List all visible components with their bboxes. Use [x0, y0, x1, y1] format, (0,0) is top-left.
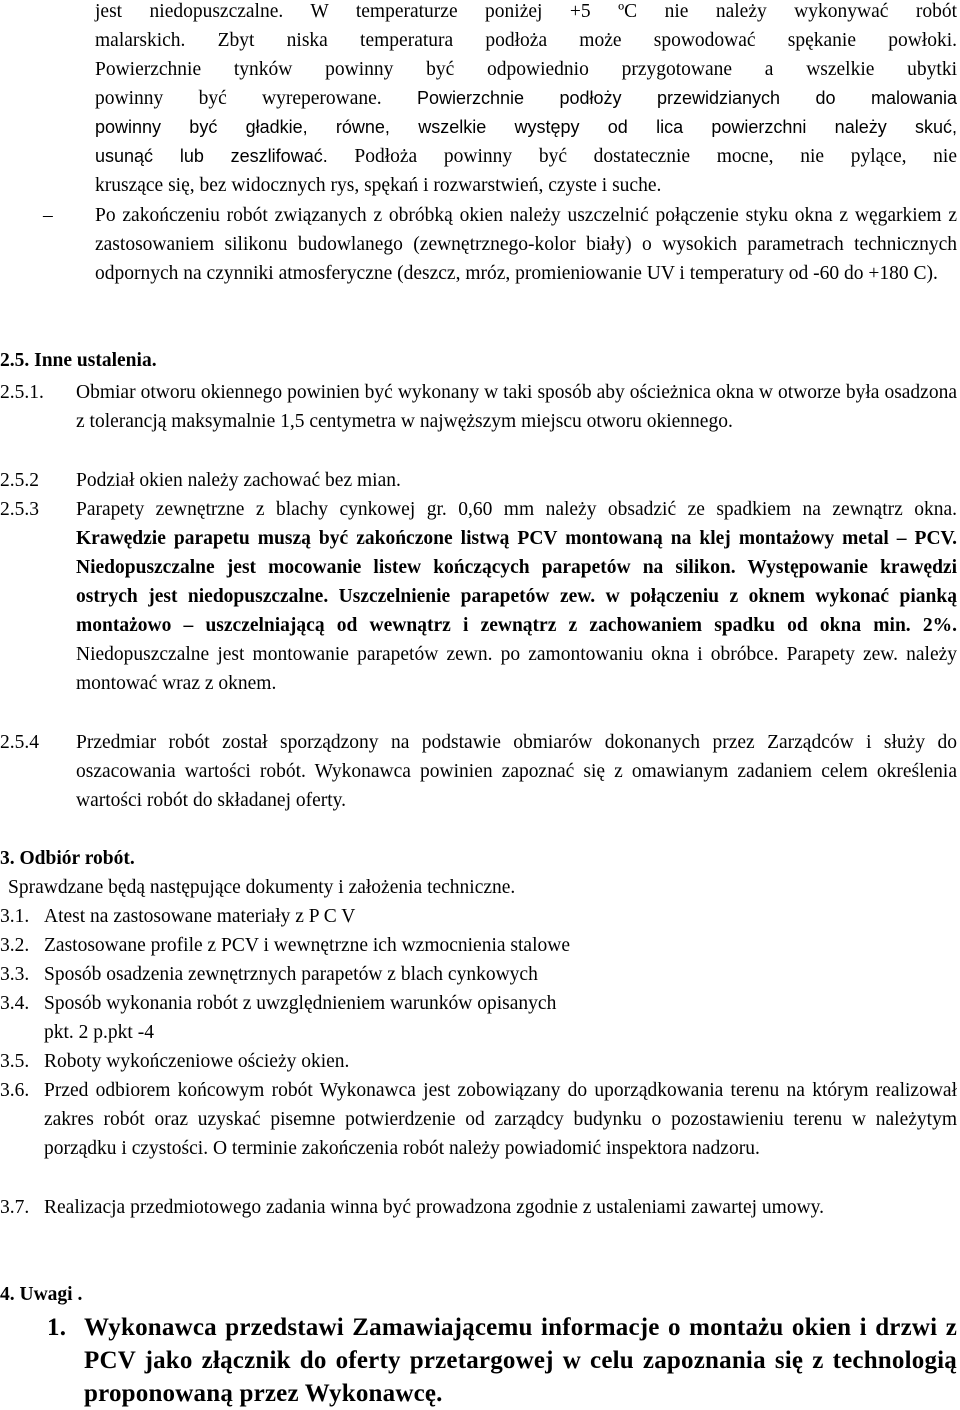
item-text: Roboty wykończeniowe ościeży okien. [44, 1051, 350, 1072]
item-number: 3.6. [0, 1080, 30, 1101]
item-text: Przedmiar robót został sporządzony na podstawie obmiarów dokonanych przez Zarządców i służy do oszacowania wartości robót. Wykonawca powinien zapoznać się z omawianym zadaniem celem określenia wartości robót do składanej oferty. [76, 732, 957, 811]
list-item-3-4 [0, 989, 957, 1047]
intro-line: malarskich. Zbyt niska temperatura podłoża może spowodować spękanie powłoki. [95, 30, 957, 51]
list-item-3-1 [0, 902, 957, 931]
list-item-2-5-1 [0, 378, 957, 436]
intro-line: powinny być gładkie, równe, wszelkie występy od lica powierzchni należy skuć, [95, 117, 957, 137]
intro-line [95, 84, 957, 113]
intro-line: Powierzchnie tynków powinny być odpowiednio przygotowane a wszelkie ubytki [95, 59, 957, 80]
item-text: Sposób osadzenia zewnętrznych parapetów z blach cynkowych [44, 964, 538, 985]
item-number: 2.5.4 [0, 732, 39, 753]
item-text: Realizacja przedmiotowego zadania winna być prowadzona zgodnie z ustaleniami zawartej umowy. [44, 1197, 825, 1218]
list-item-3-2 [0, 931, 957, 960]
list-item-2-5-4 [0, 728, 957, 815]
item-text: Zastosowane profile z PCV i wewnętrzne ich wzmocnienia stalowe [44, 935, 570, 956]
list-item-2-5-3 [0, 495, 957, 698]
item-number: 3.1. [0, 906, 30, 927]
item-number: 2.5.2 [0, 470, 39, 491]
item-number: 3.4. [0, 993, 30, 1014]
intro-line [95, 142, 957, 171]
item-text: Przed odbiorem końcowym robót Wykonawca jest zobowiązany do uporządkowania terenu na którym realizował zakres robót oraz uzyskać pisemne potwierdzenie od zarządcy budynku o pozostawieniu terenu w należytym porządku i czystości. O terminie zakończenia robót należy powiadomić inspektora nadzoru. [44, 1080, 957, 1159]
list-item-3-7 [0, 1193, 957, 1222]
item-number: 3.7. [0, 1197, 30, 1218]
section-3-intro: Sprawdzane będą następujące dokumenty i założenia techniczne. [8, 877, 516, 898]
item-number: 2.5.1. [0, 382, 44, 403]
item-text: Atest na zastosowane materiały z P C V [44, 906, 356, 927]
item-text-regular: Parapety zewnętrzne z blachy cynkowej gr. 0,60 mm należy obsadzić ze spadkiem na zewnątrz okna. [76, 499, 957, 520]
item-number: 1. [47, 1314, 67, 1341]
intro-text-sans: Powierzchnie podłoży przewidzianych do malowania [417, 88, 958, 108]
intro-text-sans: usunąć lub zeszlifować. [95, 146, 328, 166]
item-text: Obmiar otworu okiennego powinien być wykonany w taki sposób aby ościeżnica okna w otworze była osadzona z tolerancją maksymalnie 1,5 centymetra w najwęższym miejscu otworu okiennego. [76, 382, 957, 432]
list-item-3-3 [0, 960, 957, 989]
intro-line: kruszące się, bez widocznych rys, spękań i rozwarstwień, czyste i suche. [95, 175, 662, 196]
item-text: Podział okien należy zachować bez mian. [76, 470, 401, 491]
item-text-regular: Niedopuszczalne jest montowanie parapetów zewn. po zamontowaniu okna i obróbce. Parapety zew. należy montować wraz z oknem. [76, 644, 957, 694]
intro-line: jest niedopuszczalne. W temperaturze poniżej +5 ºC nie należy wykonywać robót [95, 1, 957, 22]
intro-text: powinny być wyreperowane. [95, 88, 382, 109]
dash-list-item [43, 201, 957, 288]
item-text [76, 495, 957, 698]
item-number: 3.2. [0, 935, 30, 956]
item-number: 3.5. [0, 1051, 30, 1072]
section-heading-2-5: 2.5. Inne ustalenia. [0, 350, 157, 371]
item-number: 2.5.3 [0, 499, 39, 520]
item-text: Sposób wykonania robót z uwzględnieniem warunków opisanych [44, 993, 557, 1014]
list-item-3-5 [0, 1047, 957, 1076]
item-text-continuation: pkt. 2 p.pkt -4 [44, 1022, 154, 1043]
list-item-4-1 [47, 1311, 957, 1410]
section-heading-4: 4. Uwagi . [0, 1284, 83, 1305]
section-heading-3: 3. Odbiór robót. [0, 848, 135, 869]
item-number: 3.3. [0, 964, 30, 985]
list-item-2-5-2 [0, 466, 957, 495]
list-item-3-6 [0, 1076, 957, 1163]
dash-marker: – [43, 205, 53, 226]
dash-item-text: Po zakończeniu robót związanych z obróbką okien należy uszczelnić połączenie styku okna z węgarkiem z zastosowaniem silikonu budowlanego (zewnętrznego-kolor biały) o wysokich parametrach technicznych odpornych na czynniki atmosferyczne (deszcz, mróz, promieniowanie UV i temperatury od -60 do +180 C). [95, 205, 957, 284]
item-text-bold: Krawędzie parapetu muszą być zakończone listwą PCV montowaną na klej montażowy metal – PCV. Niedopuszczalne jest mocowanie listew kończących parapetów na silikon. Występowanie krawędzi ostrych jest niedopuszczalne. Uszczelnienie parapetów zew. w połączeniu z oknem wykonać pianką montażowo – uszczelniającą od wewnątrz i zewnątrz z zachowaniem spadku od okna min. 2%. [76, 528, 957, 636]
intro-paragraph [95, 0, 957, 200]
intro-text: Podłoża powinny być dostatecznie mocne, nie pylące, nie [354, 146, 957, 167]
item-text: Wykonawca przedstawi Zamawiającemu informacje o montażu okien i drzwi z PCV jako złącznik do oferty przetargowej w celu zapoznania się z technologią proponowaną przez Wykonawcę. [84, 1314, 957, 1407]
